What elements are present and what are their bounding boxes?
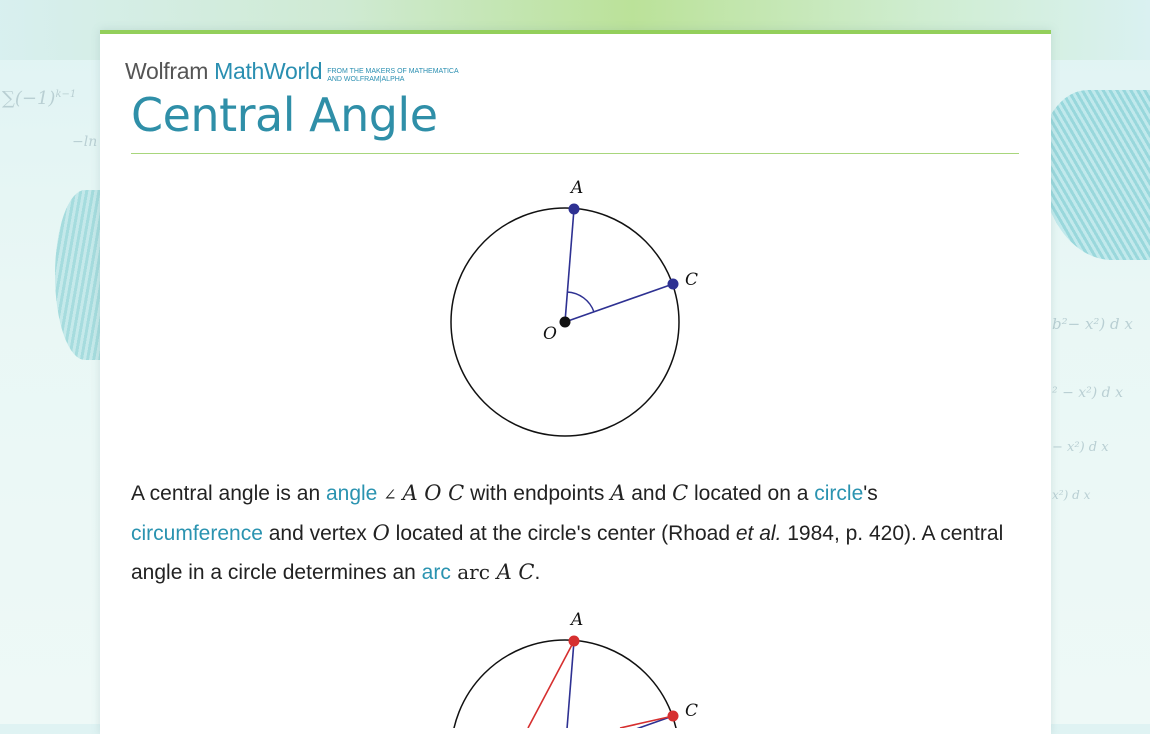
background-formula-4: x²) d x	[1052, 488, 1091, 502]
background-decoration-right	[1040, 90, 1150, 260]
point-a-2	[569, 636, 580, 647]
definition-paragraph	[131, 474, 1011, 592]
logo-tagline	[327, 68, 458, 84]
logo-tagline-line2: AND WOLFRAM|ALPHA	[327, 76, 405, 83]
text-segment: with endpoints	[464, 482, 611, 505]
central-angle-figure	[440, 174, 710, 439]
background-formula-3: − x²) d x	[1052, 440, 1109, 455]
math-angle-aoc: A O C	[402, 481, 465, 505]
page-title: Central Angle	[131, 88, 438, 142]
logo-tagline-line1: FROM THE MAKERS OF MATHEMATICA	[327, 68, 459, 75]
text-segment: .	[534, 561, 541, 584]
angle-arc-marker	[567, 292, 594, 312]
chord-red-c	[620, 716, 673, 728]
link-circle[interactable]: circle	[814, 482, 864, 505]
math-var-a: A	[610, 481, 626, 505]
title-divider	[131, 153, 1019, 154]
text-segment: and	[625, 482, 673, 505]
math-arc-word: arc	[450, 560, 490, 584]
text-segment: 1984, p. 420). A central angle in a circle determines an	[131, 522, 1004, 584]
link-angle[interactable]: angle	[325, 482, 378, 505]
math-var-o: O	[372, 521, 390, 545]
circle-outline-2	[451, 640, 679, 728]
background-formula-1: b²− x²) d x	[1052, 315, 1133, 333]
background-formula-sum: $\sum(-1)^{k-1}$	[2, 88, 77, 109]
math-arc-ac: A C	[489, 560, 535, 584]
background-formula-ln: −ln	[72, 134, 98, 150]
content-card	[100, 30, 1051, 734]
background-formula-2: ² − x²) d x	[1052, 385, 1123, 401]
citation-etal: et al.	[735, 522, 782, 545]
logo-wolfram: Wolfram	[125, 58, 209, 84]
math-var-c: C	[672, 481, 689, 505]
link-circumference[interactable]: circumference	[131, 522, 263, 545]
chord-red-a	[528, 641, 574, 728]
label-c: C	[685, 270, 699, 290]
link-arc[interactable]: arc	[421, 561, 451, 584]
site-logo[interactable]	[125, 58, 459, 86]
central-angle-arc-figure	[440, 606, 710, 728]
point-c	[668, 279, 679, 290]
label-c-2: C	[685, 701, 699, 721]
point-c-2	[668, 711, 679, 722]
text-segment: and vertex	[262, 522, 373, 545]
label-a-2: A	[571, 610, 584, 630]
text-segment: located at the circle's center (Rhoad	[389, 522, 736, 545]
text-segment: located on a	[688, 482, 815, 505]
point-a	[569, 204, 580, 215]
label-o: O	[543, 324, 557, 344]
text-segment: 's	[863, 482, 878, 505]
label-a: A	[571, 178, 584, 198]
text-segment: A central angle is an	[131, 482, 326, 505]
angle-symbol: ∠	[383, 485, 397, 504]
point-o	[560, 317, 571, 328]
radius-oc-2	[565, 716, 673, 728]
logo-mathworld: MathWorld	[214, 58, 323, 84]
radius-oa	[565, 209, 574, 322]
radius-oc	[565, 284, 673, 322]
